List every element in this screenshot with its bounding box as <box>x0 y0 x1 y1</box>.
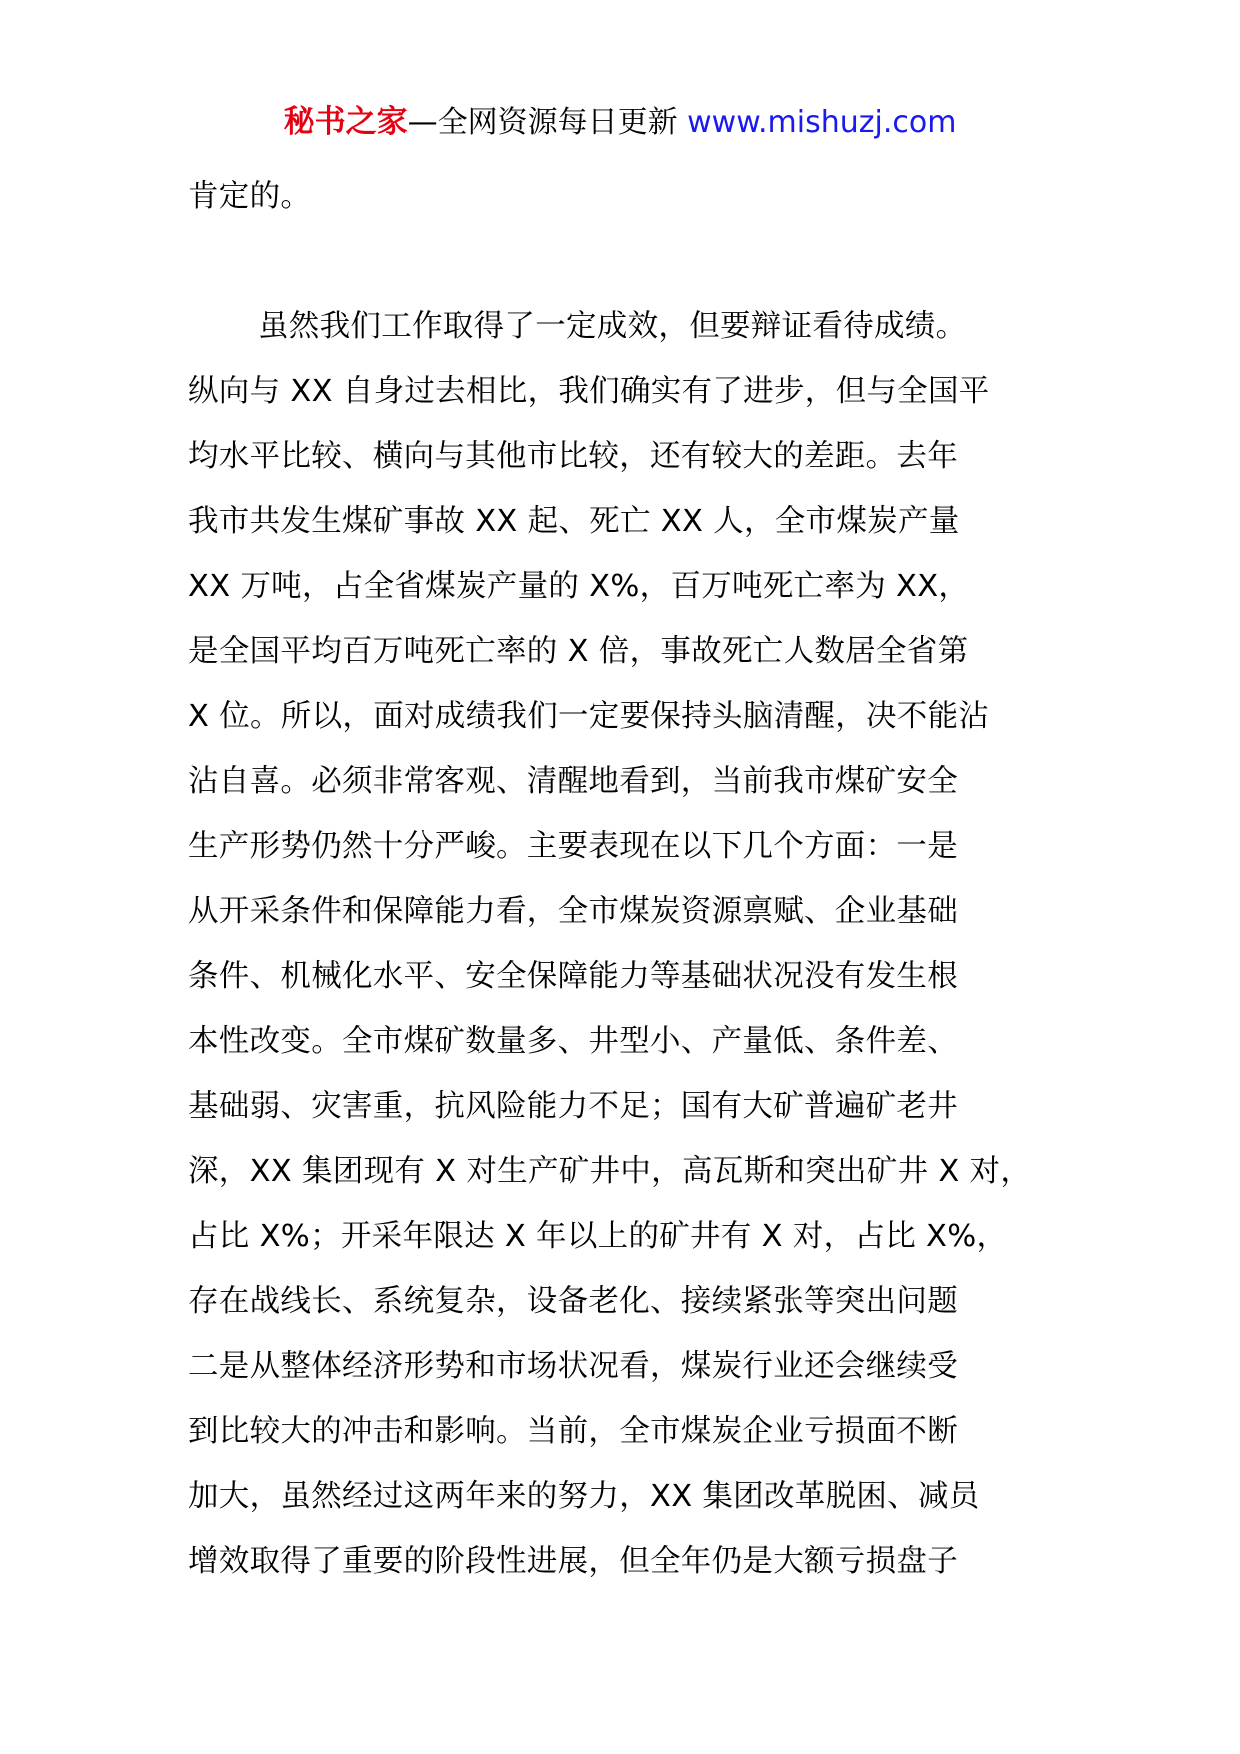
blank-line <box>188 229 1072 294</box>
text-line: 沾自喜。必须非常客观、清醒地看到，当前我市煤矿安全 <box>188 764 958 799</box>
text-line: 从开采条件和保障能力看，全市煤炭资源禀赋、企业基础 <box>188 894 958 929</box>
text-line: 加大，虽然经过这两年来的努力，XX 集团改革脱困、减员 <box>188 1479 980 1514</box>
site-header <box>0 100 1240 145</box>
document-body <box>188 164 1072 1594</box>
text-line: 肯定的。 <box>188 179 312 214</box>
text-line: 增效取得了重要的阶段性进展，但全年仍是大额亏损盘子 <box>188 1544 958 1579</box>
text-line: 深，XX 集团现有 X 对生产矿井中，高瓦斯和突出矿井 X 对， <box>188 1154 1032 1189</box>
text-line: 到比较大的冲击和影响。当前，全市煤炭企业亏损面不断 <box>188 1414 958 1449</box>
text-line: 我市共发生煤矿事故 XX 起、死亡 XX 人，全市煤炭产量 <box>188 504 960 539</box>
paragraph-first-line: 虽然我们工作取得了一定成效，但要辩证看待成绩。 <box>258 309 967 344</box>
text-line: 存在战线长、系统复杂，设备老化、接续紧张等突出问题 <box>188 1284 958 1319</box>
text-line: 纵向与 XX 自身过去相比，我们确实有了进步，但与全国平 <box>188 374 990 409</box>
text-line: 占比 X%；开采年限达 X 年以上的矿井有 X 对，占比 X%， <box>188 1219 1008 1254</box>
text-line: 本性改变。全市煤矿数量多、井型小、产量低、条件差、 <box>188 1024 958 1059</box>
text-line: 生产形势仍然十分严峻。主要表现在以下几个方面：一是 <box>188 829 958 864</box>
text-line: XX 万吨，占全省煤炭产量的 X%，百万吨死亡率为 XX， <box>188 569 970 604</box>
site-brand: 秘书之家 <box>283 104 408 140</box>
text-line: 条件、机械化水平、安全保障能力等基础状况没有发生根 <box>188 959 958 994</box>
site-tagline: —全网资源每日更新 <box>407 105 688 140</box>
text-line: 二是从整体经济形势和市场状况看，煤炭行业还会继续受 <box>188 1349 958 1384</box>
text-line: 基础弱、灾害重，抗风险能力不足；国有大矿普遍矿老井 <box>188 1089 958 1124</box>
text-line: 是全国平均百万吨死亡率的 X 倍，事故死亡人数居全省第 <box>188 634 969 669</box>
site-url-link[interactable]: www.mishuzj.com <box>687 105 957 140</box>
text-line: 均水平比较、横向与其他市比较，还有较大的差距。去年 <box>188 439 958 474</box>
text-line: X 位。所以，面对成绩我们一定要保持头脑清醒，决不能沾 <box>188 699 990 734</box>
